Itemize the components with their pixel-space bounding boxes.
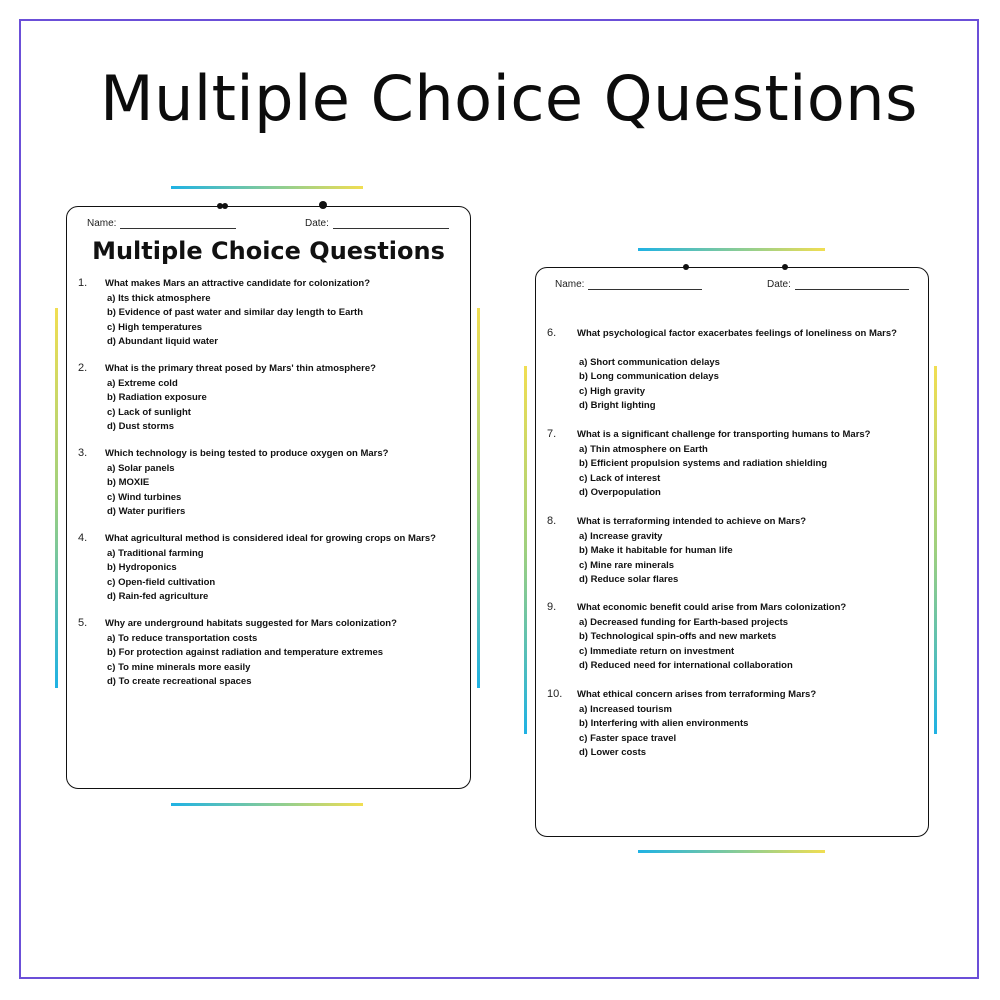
answer-option[interactable]: d) Water purifiers	[107, 506, 186, 518]
answer-option[interactable]: c) Mine rare minerals	[579, 559, 675, 571]
worksheet-page-2	[535, 267, 929, 837]
date-line	[333, 220, 449, 229]
date-field[interactable]	[767, 279, 909, 290]
answer-option[interactable]: b) For protection against radiation and temperature extremes	[107, 647, 384, 659]
question-text: What makes Mars an attractive candidate for colonization?	[105, 278, 371, 289]
answer-options	[579, 616, 793, 674]
answer-option[interactable]: a) Solar panels	[107, 463, 175, 474]
worksheet-page-1	[66, 206, 471, 789]
question-number: 1.	[78, 277, 88, 289]
answer-option[interactable]: d) Reduced need for international collaboration	[579, 660, 793, 672]
answer-option[interactable]: a) Traditional farming	[107, 548, 204, 559]
answer-option[interactable]: b) Long communication delays	[579, 371, 719, 383]
question-number: 7.	[547, 428, 557, 440]
answer-option[interactable]: b) Technological spin-offs and new markets	[579, 631, 777, 643]
date-field[interactable]	[305, 218, 449, 229]
name-field[interactable]	[555, 279, 702, 290]
answer-option[interactable]: d) Abundant liquid water	[107, 336, 218, 348]
answer-options	[107, 462, 185, 520]
answer-option[interactable]: d) Overpopulation	[579, 487, 661, 499]
answer-option[interactable]: d) Rain-fed agriculture	[107, 591, 209, 603]
answer-options	[107, 292, 363, 350]
question-number: 6.	[547, 327, 557, 339]
answer-option[interactable]: d) Reduce solar flares	[579, 574, 679, 586]
answer-option[interactable]: c) Lack of interest	[579, 472, 661, 484]
question-number: 8.	[547, 515, 557, 527]
name-label: Name:	[87, 218, 117, 229]
accent-line	[171, 186, 363, 189]
answer-option[interactable]: b) Hydroponics	[107, 562, 177, 574]
question-number: 9.	[547, 601, 557, 613]
answer-option[interactable]: c) Immediate return on investment	[579, 645, 735, 657]
name-line	[588, 281, 702, 290]
binder-ring	[782, 264, 788, 270]
accent-line	[171, 803, 363, 806]
accent-line	[524, 366, 527, 734]
answer-option[interactable]: a) To reduce transportation costs	[107, 633, 258, 644]
question-text: Why are underground habitats suggested for Mars colonization?	[105, 618, 397, 629]
question-text: What is a significant challenge for transporting humans to Mars?	[577, 429, 871, 440]
accent-line	[638, 850, 825, 853]
answer-option[interactable]: b) Radiation exposure	[107, 392, 207, 404]
binder-ring	[319, 201, 327, 209]
answer-option[interactable]: a) Thin atmosphere on Earth	[579, 444, 708, 455]
name-label: Name:	[555, 279, 585, 290]
answer-option[interactable]: b) MOXIE	[107, 477, 150, 489]
answer-option[interactable]: b) Interfering with alien environments	[579, 718, 749, 730]
answer-option[interactable]: c) Wind turbines	[107, 491, 182, 503]
accent-line	[55, 308, 58, 688]
question-text: What psychological factor exacerbates feelings of loneliness on Mars?	[577, 328, 897, 339]
question-number: 4.	[78, 532, 88, 544]
answer-options	[579, 443, 827, 501]
answer-option[interactable]: b) Efficient propulsion systems and radiation shielding	[579, 458, 828, 470]
date-line	[795, 281, 909, 290]
question-number: 10.	[547, 688, 563, 700]
answer-options	[579, 356, 720, 414]
binder-ring	[683, 264, 689, 270]
answer-option[interactable]: a) Increase gravity	[579, 531, 663, 542]
answer-options	[107, 377, 207, 435]
answer-option[interactable]: c) Lack of sunlight	[107, 406, 191, 418]
date-label: Date:	[767, 279, 791, 290]
answer-option[interactable]: a) Short communication delays	[579, 357, 720, 368]
question-text: What agricultural method is considered ideal for growing crops on Mars?	[105, 533, 436, 544]
accent-line	[934, 366, 937, 734]
answer-option[interactable]: a) Extreme cold	[107, 378, 178, 389]
answer-option[interactable]: a) Decreased funding for Earth-based projects	[579, 617, 789, 628]
question-text: What is terraforming intended to achieve on Mars?	[577, 516, 807, 527]
question-text: What is the primary threat posed by Mars' thin atmosphere?	[105, 363, 376, 374]
accent-line	[638, 248, 825, 251]
answer-option[interactable]: d) To create recreational spaces	[107, 676, 252, 688]
answer-option[interactable]: c) High temperatures	[107, 321, 203, 333]
question-number: 5.	[78, 617, 88, 629]
question-number: 3.	[78, 447, 88, 459]
date-label: Date:	[305, 218, 329, 229]
answer-option[interactable]: a) Its thick atmosphere	[107, 293, 211, 304]
question-text: What ethical concern arises from terraforming Mars?	[577, 689, 817, 700]
answer-option[interactable]: b) Make it habitable for human life	[579, 545, 733, 557]
accent-line	[477, 308, 480, 688]
page-title: Multiple Choice Questions	[100, 62, 918, 135]
name-line	[120, 220, 236, 229]
answer-options	[579, 530, 733, 588]
answer-option[interactable]: c) Open-field cultivation	[107, 576, 216, 588]
answer-option[interactable]: c) To mine minerals more easily	[107, 661, 251, 673]
name-field[interactable]	[87, 218, 236, 229]
answer-option[interactable]: d) Dust storms	[107, 421, 175, 433]
question-number: 2.	[78, 362, 88, 374]
answer-option[interactable]: d) Lower costs	[579, 747, 647, 759]
answer-options	[579, 703, 748, 761]
binder-ring	[222, 203, 228, 209]
answer-option[interactable]: b) Evidence of past water and similar day length to Earth	[107, 307, 364, 319]
answer-option[interactable]: c) High gravity	[579, 385, 645, 397]
question-text: Which technology is being tested to produce oxygen on Mars?	[105, 448, 389, 459]
question-text: What economic benefit could arise from Mars colonization?	[577, 602, 847, 613]
answer-option[interactable]: c) Faster space travel	[579, 732, 677, 744]
answer-option[interactable]: a) Increased tourism	[579, 704, 672, 715]
answer-options	[107, 547, 215, 605]
answer-options	[107, 632, 383, 690]
worksheet-title: Multiple Choice Questions	[92, 237, 445, 265]
answer-option[interactable]: d) Bright lighting	[579, 400, 656, 412]
